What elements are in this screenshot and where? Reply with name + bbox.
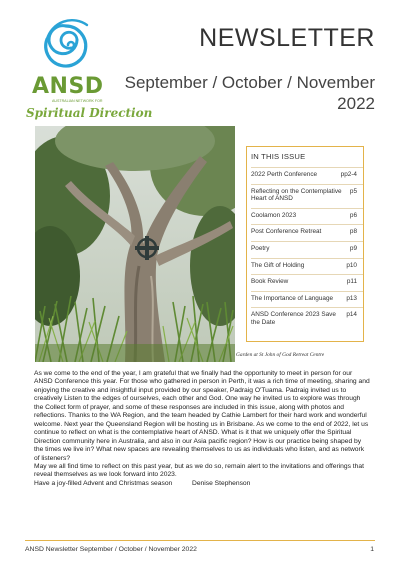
toc-item-page: p8 — [349, 228, 357, 236]
toc-item-page: pp2-4 — [340, 171, 357, 178]
newsletter-title: NEWSLETTER — [199, 24, 375, 52]
toc-item — [251, 224, 363, 241]
garden-tree-image — [35, 126, 235, 362]
signoff-greeting: Have a joy-filled Advent and Christmas season — [34, 479, 173, 487]
toc-item — [251, 274, 363, 291]
editorial-paragraph: As we come to the end of the year, I am grateful that we finally had the opportunity to meet in person for our ANSD Conference this year. For those who gathered in person in Perth, it was a rich time of meeting, sharing and enjoying the creative and insightful input provided by our speaker, Padraig O'Tuama. Padraig invited us to creatively Listen to the edges of ourselves, each other and God. One way he invited us to explore was through the Collect form of prayer, and some of these responses are included in this issue, along with photos and reflections. Thanks to the WA Region, and the team headed by Cathie Lambert for their hard work and wonderful welcome. Next year the Queensland Region will be hosting us in Brisbane. As we come to the end of 2022, let us continue to reflect on what is the contemplative heart of ANSD. What is it that we uniquely offer the Spiritual Direction community here in Australia, and also in our Asia pacific region? How is our practice being shaped by the times we live in? What new spaces are revealing themselves to us as individuals who listen, and as network of listeners? — [34, 370, 370, 462]
toc-item-title: Coolamon 2023 — [251, 211, 297, 219]
toc-heading: IN THIS ISSUE — [251, 152, 306, 161]
toc-item — [251, 208, 363, 225]
toc-item-page: p13 — [346, 294, 357, 302]
swirl-logo-icon — [36, 14, 100, 76]
logo-name: ANSD — [32, 74, 104, 99]
toc-item-title: Poetry — [251, 244, 270, 252]
toc-item-title: ANSD Conference 2023 Save the Date — [251, 311, 336, 326]
issue-months: September / October / November — [124, 73, 375, 92]
toc-item — [251, 291, 363, 308]
issue-year: 2022 — [337, 94, 375, 113]
toc-item-title: Reflecting on the Contemplative Heart of ANSD — [251, 187, 342, 203]
toc-item-title: The Gift of Holding — [251, 261, 305, 269]
ansd-logo — [22, 14, 153, 126]
issue-period — [115, 72, 375, 114]
photo-caption: Garden at St John of God Retreat Centre — [236, 352, 325, 358]
signoff — [34, 480, 371, 488]
closing-paragraph: May we all find time to reflect on this past year, but as we do so, remain alert to the invitations and offerings that reveal themselves as we look forward into 2023. — [34, 462, 364, 479]
logo-tagline: Spiritual Direction — [26, 106, 153, 120]
toc-item-title: Post Conference Retreat — [251, 228, 322, 236]
footer-divider — [25, 540, 375, 541]
toc-item-page: p10 — [346, 261, 357, 269]
toc-item — [251, 307, 363, 331]
toc-item — [251, 167, 363, 184]
editorial-text — [34, 370, 371, 488]
toc-item — [251, 258, 363, 275]
toc-item-title: The Importance of Language — [251, 294, 334, 302]
toc-item — [251, 184, 363, 208]
garden-photo — [35, 126, 235, 362]
signoff-name: Denise Stephenson — [192, 479, 251, 487]
toc-item-page: p6 — [349, 211, 357, 219]
page-number: 1 — [370, 546, 374, 553]
footer-text: ANSD Newsletter September / October / November 2022 — [25, 546, 197, 553]
toc-item — [251, 241, 363, 258]
logo-subtitle: AUSTRALIAN NETWORK FOR — [52, 99, 103, 103]
toc-item-title: 2022 Perth Conference — [251, 171, 318, 178]
toc-item-title: Book Review — [251, 278, 289, 286]
toc-item-page: p9 — [349, 244, 357, 252]
toc-item-page: p5 — [349, 187, 357, 195]
in-this-issue-box — [246, 146, 364, 342]
toc-item-page: p11 — [346, 278, 357, 286]
toc-item-page: p14 — [346, 311, 357, 319]
